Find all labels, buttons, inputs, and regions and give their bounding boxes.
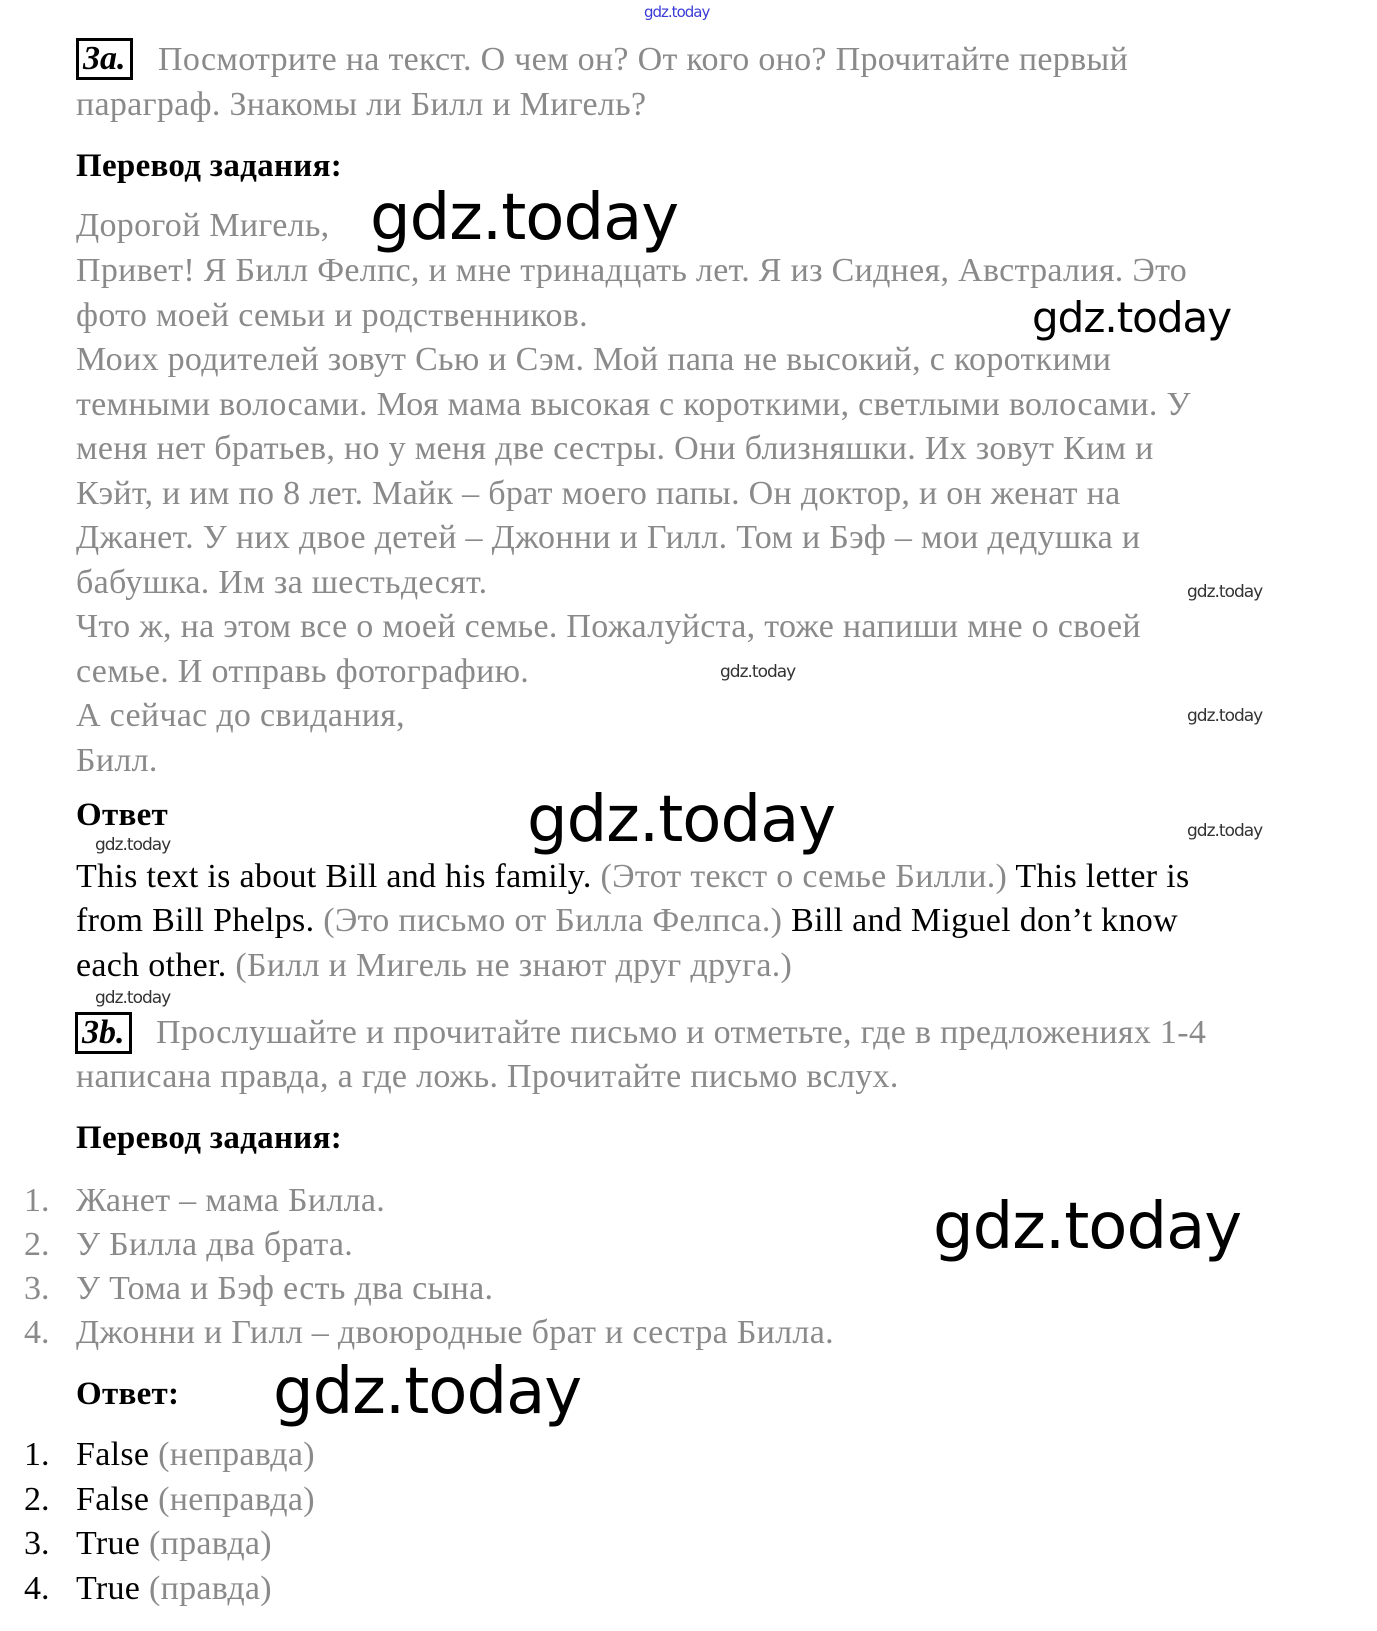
answer-english: each other.	[76, 947, 227, 984]
statement-text: Джонни и Гилл – двоюродные брат и сестра Билла.	[76, 1314, 834, 1351]
answer-number: 4.	[24, 1570, 50, 1607]
answer-english: This text is about Bill and his family.	[76, 858, 592, 895]
answer-item	[76, 1524, 272, 1564]
answer-english: False	[76, 1436, 150, 1473]
answer-number: 1.	[24, 1436, 50, 1473]
answer-english: This letter is	[1015, 858, 1190, 895]
answer-english: True	[76, 1525, 141, 1562]
statement-number: 4.	[24, 1314, 50, 1351]
watermark: gdz.today	[933, 1190, 1242, 1264]
watermark: gdz.today	[527, 783, 836, 857]
statement-text: Жанет – мама Билла.	[76, 1182, 386, 1219]
letter-line: бабушка. Им за шестьдесят.	[76, 564, 488, 601]
statement-number: 1.	[24, 1182, 50, 1219]
answer-english: True	[76, 1570, 141, 1607]
answer-russian: (неправда)	[158, 1436, 315, 1473]
task-3a-prompt: Посмотрите на текст. О чем он? От кого оно? Прочитайте первый	[158, 41, 1129, 78]
watermark: gdz.today	[273, 1355, 582, 1429]
watermark: gdz.today	[1187, 706, 1263, 726]
task-3a-prompt: параграф. Знакомы ли Билл и Мигель?	[76, 86, 647, 123]
answer-english: from Bill Phelps.	[76, 902, 315, 939]
translation-heading: Перевод задания:	[76, 1120, 343, 1156]
task-3b-prompt: написана правда, а где ложь. Прочитайте письмо вслух.	[76, 1058, 899, 1095]
answer-line	[76, 857, 1190, 897]
answer-russian: (Билл и Мигель не знают друг друга.)	[235, 947, 793, 984]
letter-line: фото моей семьи и родственников.	[76, 297, 588, 334]
answer-russian: (правда)	[149, 1525, 272, 1562]
task-3b-label: 3b.	[75, 1012, 132, 1054]
letter-line: Дорогой Мигель,	[76, 207, 330, 244]
answer-number: 3.	[24, 1525, 50, 1562]
answer-item	[76, 1569, 272, 1609]
watermark: gdz.today	[720, 662, 796, 682]
watermark: gdz.today	[1187, 582, 1263, 602]
answer-russian: (неправда)	[158, 1481, 315, 1518]
statement-number: 2.	[24, 1226, 50, 1263]
answer-line	[76, 946, 792, 986]
translation-heading: Перевод задания:	[76, 148, 343, 184]
letter-line: меня нет братьев, но у меня две сестры. Они близняшки. Их зовут Ким и	[76, 430, 1154, 467]
watermark: gdz.today	[95, 835, 171, 855]
answer-heading: Ответ:	[76, 1376, 180, 1412]
answer-item	[76, 1480, 315, 1520]
letter-line: А сейчас до свидания,	[76, 697, 405, 734]
task-3a-label: 3a.	[76, 38, 133, 80]
letter-line: Привет! Я Билл Фелпс, и мне тринадцать лет. Я из Сиднея, Австралия. Это	[76, 252, 1188, 289]
letter-line: Кэйт, и им по 8 лет. Майк – брат моего папы. Он доктор, и он женат на	[76, 475, 1121, 512]
answer-english: False	[76, 1481, 150, 1518]
watermark: gdz.today	[95, 988, 171, 1008]
letter-line: Моих родителей зовут Сью и Сэм. Мой папа не высокий, с короткими	[76, 341, 1112, 378]
watermark: gdz.today	[1187, 821, 1263, 841]
answer-item	[76, 1435, 315, 1475]
letter-line: Что ж, на этом все о моей семье. Пожалуйста, тоже напиши мне о своей	[76, 608, 1141, 645]
statement-text: У Тома и Бэф есть два сына.	[76, 1270, 494, 1307]
answer-line	[76, 901, 1178, 941]
answer-russian: (Это письмо от Билла Фелпса.)	[323, 902, 783, 939]
answer-russian: (Этот текст о семье Билли.)	[600, 858, 1008, 895]
letter-line: Билл.	[76, 742, 158, 779]
watermark: gdz.today	[1032, 293, 1232, 342]
statement-number: 3.	[24, 1270, 50, 1307]
letter-line: темными волосами. Моя мама высокая с короткими, светлыми волосами. У	[76, 386, 1191, 423]
answer-number: 2.	[24, 1481, 50, 1518]
answer-heading: Ответ	[76, 797, 169, 833]
answer-russian: (правда)	[149, 1570, 272, 1607]
task-3b-prompt: Прослушайте и прочитайте письмо и отметьте, где в предложениях 1-4	[156, 1014, 1207, 1051]
watermark: gdz.today	[644, 3, 710, 21]
statement-text: У Билла два брата.	[76, 1226, 354, 1263]
watermark: gdz.today	[370, 181, 679, 255]
letter-line: семье. И отправь фотографию.	[76, 653, 530, 690]
letter-line: Джанет. У них двое детей – Джонни и Гилл. Том и Бэф – мои дедушка и	[76, 519, 1141, 556]
answer-english: Bill and Miguel don’t know	[791, 902, 1178, 939]
